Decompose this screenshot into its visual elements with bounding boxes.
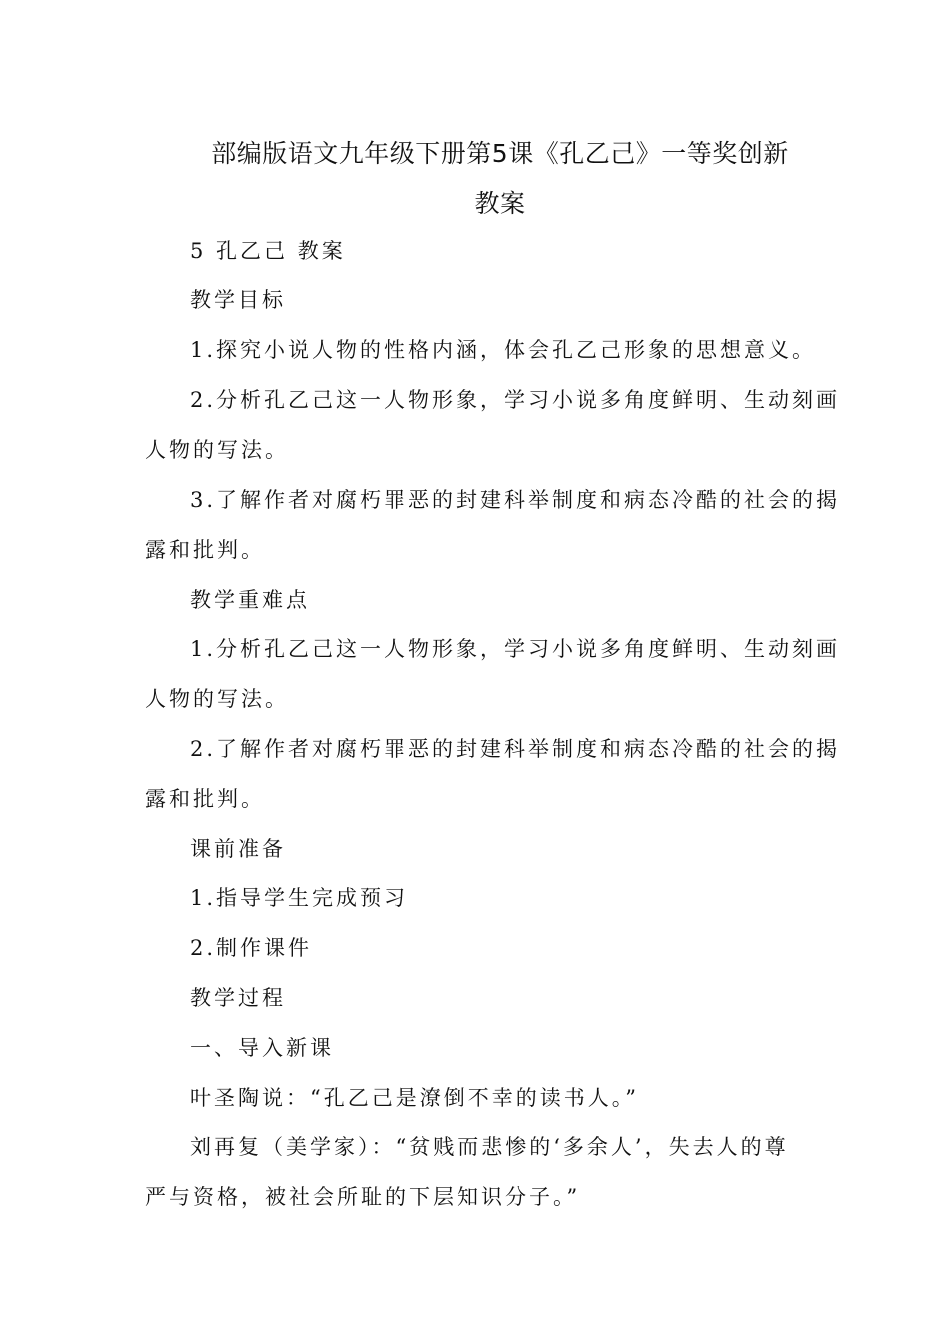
subsection-heading: 一、导入新课 — [190, 1036, 334, 1060]
document-title-line-2: 教案 — [474, 189, 526, 218]
paragraph-line: 3.了解作者对腐朽罪恶的封建科举制度和病态冷酷的社会的揭 — [190, 488, 841, 512]
paragraph-line: 2.了解作者对腐朽罪恶的封建科举制度和病态冷酷的社会的揭 — [190, 737, 841, 761]
paragraph-line: 1.探究小说人物的性格内涵，体会孔乙己形象的思想意义。 — [190, 338, 817, 362]
paragraph-line: 刘再复（美学家）：“贫贱而悲惨的‘多余人’，失去人的尊 — [190, 1135, 789, 1159]
document-title-line-1: 部编版语文九年级下册第5课《孔乙己》一等奖创新 — [211, 139, 789, 168]
section-heading-goals: 教学目标 — [190, 288, 286, 312]
paragraph-line: 露和批判。 — [145, 787, 265, 811]
paragraph-line: 露和批判。 — [145, 538, 265, 562]
paragraph-line: 1.指导学生完成预习 — [190, 886, 409, 910]
paragraph-line: 2.制作课件 — [190, 936, 313, 960]
paragraph-line: 人物的写法。 — [145, 687, 289, 711]
section-heading-difficulties: 教学重难点 — [190, 588, 310, 612]
paragraph-line: 严与资格，被社会所耻的下层知识分子。” — [145, 1185, 581, 1209]
paragraph-line: 叶圣陶说：“孔乙己是潦倒不幸的读书人。” — [190, 1086, 639, 1110]
paragraph-line: 1.分析孔乙己这一人物形象，学习小说多角度鲜明、生动刻画 — [190, 637, 841, 661]
paragraph-line: 2.分析孔乙己这一人物形象，学习小说多角度鲜明、生动刻画 — [190, 388, 841, 412]
paragraph-line: 人物的写法。 — [145, 438, 289, 462]
lesson-heading: 5 孔乙己 教案 — [190, 239, 346, 263]
section-heading-preparation: 课前准备 — [190, 837, 286, 861]
section-heading-process: 教学过程 — [190, 986, 286, 1010]
